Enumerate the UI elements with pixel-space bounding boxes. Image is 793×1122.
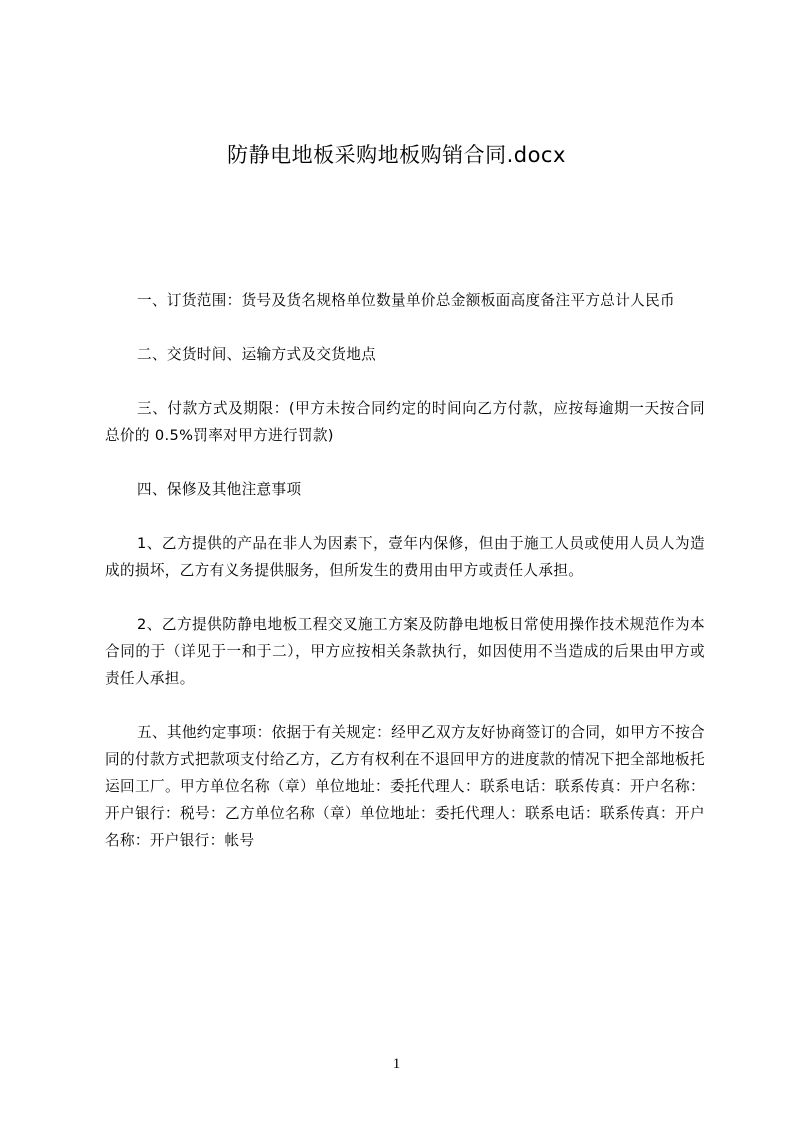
warranty-clause-1: 1、乙方提供的产品在非人为因素下，壹年内保修，但由于施工人员或使用人员人为造成的损坏，乙方有义务提供服务，但所发生的费用由甲方或责任人承担。 xyxy=(105,535,705,579)
document-body xyxy=(105,287,705,881)
warranty-clause-2: 2、乙方提供防静电地板工程交叉施工方案及防静电地板日常使用操作技术规范作为本合同的于（详见于一和于二），甲方应按相关条款执行，如因使用不当造成的后果由甲方或责任人承担。 xyxy=(105,616,705,687)
document-title: 防静电地板采购地板购销合同.docx xyxy=(227,143,566,167)
section-order-scope: 一、订货范围：货号及货名规格单位数量单价总金额板面高度备注平方总计人民币 xyxy=(137,292,675,309)
page-number: 1 xyxy=(392,1056,401,1072)
section-delivery: 二、交货时间、运输方式及交货地点 xyxy=(137,346,377,363)
section-warranty: 四、保修及其他注意事项 xyxy=(137,481,302,498)
section-payment: 三、付款方式及期限：(甲方未按合同约定的时间向乙方付款，应按每逾期一天按合同总价的 0.5%罚率对甲方进行罚款) xyxy=(105,400,705,444)
section-other-terms: 五、其他约定事项：依据于有关规定：经甲乙双方友好协商签订的合同，如甲方不按合同的付款方式把款项支付给乙方，乙方有权利在不退回甲方的进度款的情况下把全部地板托运回工厂。甲方单位名称（章）单位地址：委托代理人：联系电话：联系传真：开户名称：开户银行：税号：乙方单位名称（章）单位地址：委托代理人：联系电话：联系传真：开户名称：开户银行：帐号 xyxy=(105,724,705,849)
